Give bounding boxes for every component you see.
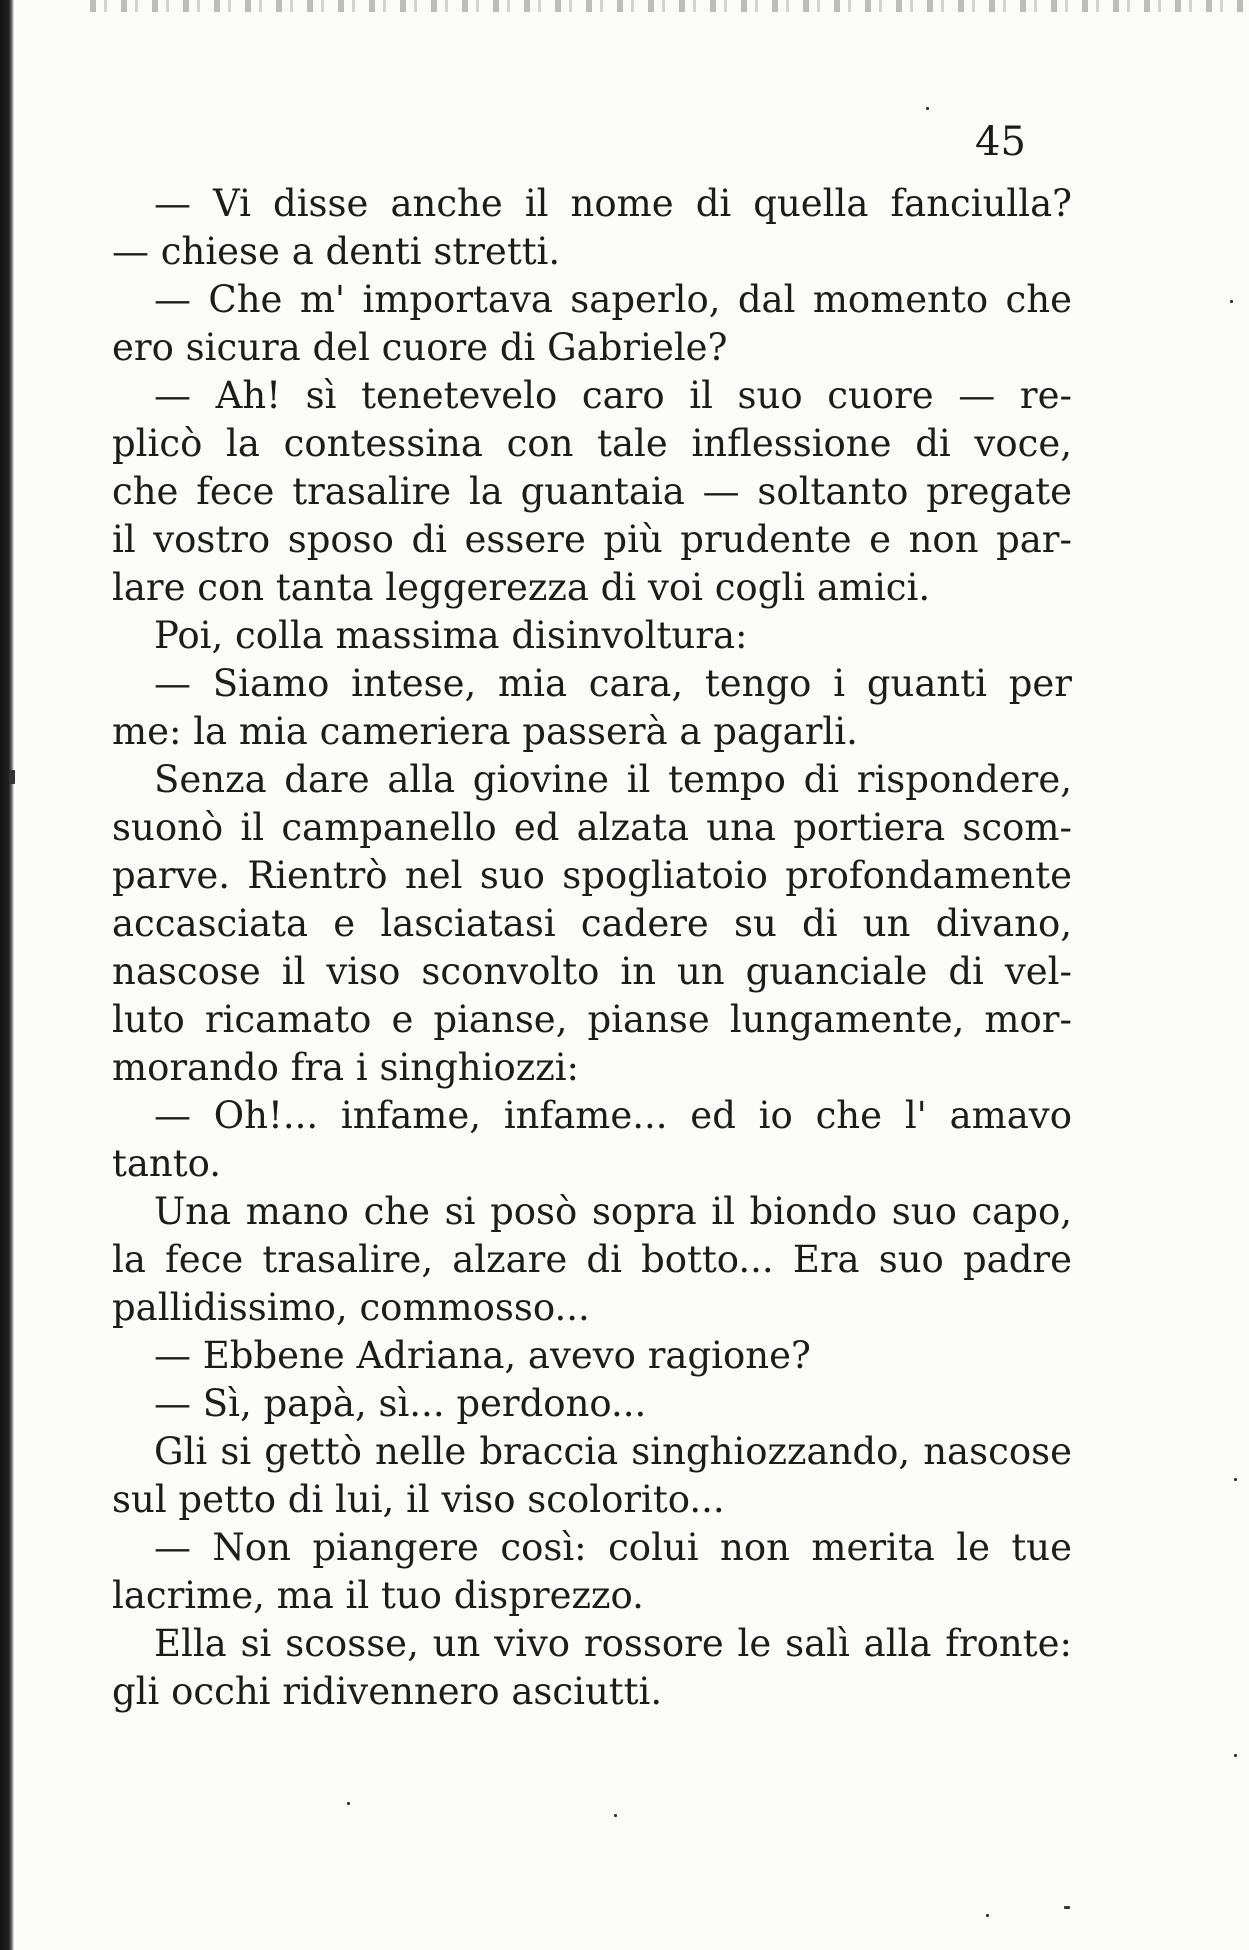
page-number: 45 (975, 119, 1026, 165)
text-line: luto ricamato e pianse, pianse lungamente, mor- (112, 998, 1072, 1041)
text-line: che fece trasalire la guantaia — soltanto pregate (112, 470, 1072, 513)
text-line: — chiese a denti stretti. (112, 230, 561, 273)
scan-speck (614, 1814, 617, 1817)
text-line: lare con tanta leggerezza di voi cogli amici. (112, 566, 931, 609)
page-binding-edge (0, 0, 14, 1950)
text-line: pallidissimo, commosso... (112, 1286, 590, 1329)
scan-speck (1064, 1906, 1070, 1909)
scan-speck (1234, 1478, 1237, 1481)
text-line: — Ah! sì tenetevelo caro il suo cuore — re- (154, 374, 1072, 417)
text-line: parve. Rientrò nel suo spogliatoio profondamente (112, 854, 1072, 897)
text-line: me: la mia cameriera passerà a pagarli. (112, 710, 858, 753)
text-line: — Siamo intese, mia cara, tengo i guanti per (154, 662, 1072, 705)
page-top-edge-noise (90, 0, 1249, 12)
text-line: gli occhi ridivennero asciutti. (112, 1670, 663, 1713)
text-line: ero sicura del cuore di Gabriele? (112, 326, 728, 369)
text-line: Gli si gettò nelle braccia singhiozzando, nascose (154, 1430, 1072, 1473)
scan-speck (926, 107, 929, 110)
text-line: — Non piangere così: colui non merita le tue (154, 1526, 1072, 1569)
text-line: nascose il viso sconvolto in un guanciale di vel- (112, 950, 1072, 993)
scan-speck (9, 770, 15, 784)
text-line: suonò il campanello ed alzata una portiera scom- (112, 806, 1072, 849)
text-line: la fece trasalire, alzare di botto... Era suo padre (112, 1238, 1072, 1281)
text-line: — Che m' importava saperlo, dal momento che (154, 278, 1072, 321)
text-line: — Ebbene Adriana, avevo ragione? (154, 1334, 811, 1377)
scan-speck (347, 1802, 350, 1805)
scan-speck (1230, 300, 1233, 303)
scan-speck (986, 1914, 989, 1917)
text-line: — Vi disse anche il nome di quella fanciulla? (154, 182, 1072, 225)
text-line: Poi, colla massima disinvoltura: (154, 614, 748, 657)
text-line: plicò la contessina con tale inflessione di voce, (112, 422, 1072, 465)
page-body-text (112, 180, 1072, 1716)
scan-speck (1234, 1754, 1237, 1757)
text-line: morando fra i singhiozzi: (112, 1046, 580, 1089)
text-line: tanto. (112, 1142, 222, 1185)
text-line: sul petto di lui, il viso scolorito... (112, 1478, 725, 1521)
text-line: — Oh!... infame, infame... ed io che l' amavo (154, 1094, 1072, 1137)
text-line: Senza dare alla giovine il tempo di rispondere, (154, 758, 1072, 801)
text-line: Una mano che si posò sopra il biondo suo capo, (154, 1190, 1072, 1233)
text-line: accasciata e lasciatasi cadere su di un divano, (112, 902, 1072, 945)
text-line: lacrime, ma il tuo disprezzo. (112, 1574, 644, 1617)
text-line: — Sì, papà, sì... perdono... (154, 1382, 647, 1425)
text-line: Ella si scosse, un vivo rossore le salì alla fronte: (154, 1622, 1072, 1665)
text-line: il vostro sposo di essere più prudente e non par- (112, 518, 1072, 561)
